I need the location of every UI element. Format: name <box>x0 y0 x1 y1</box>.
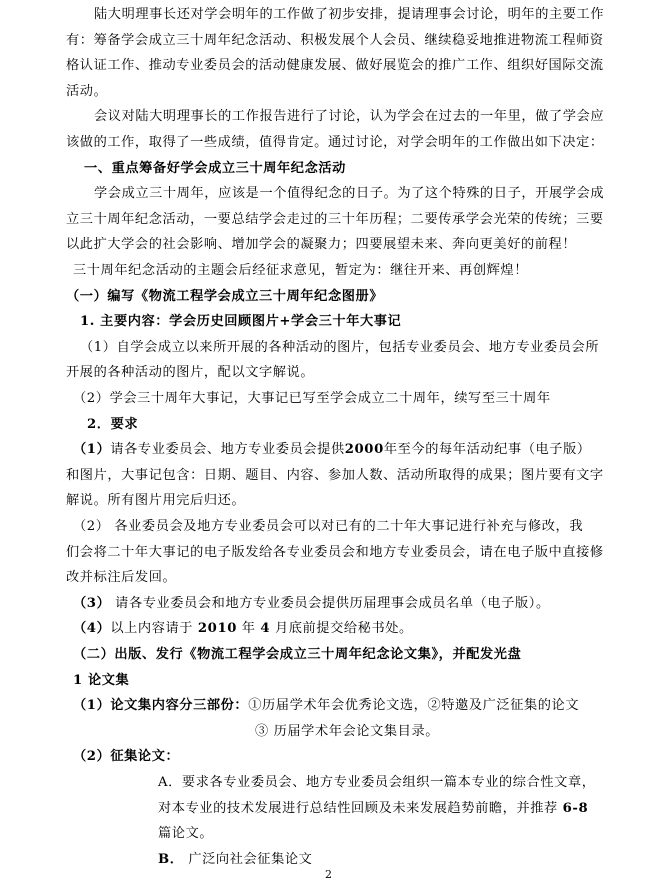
req-1-line-2: 和图片，大事记包含：日期、题目、内容、参加人数、活动所取得的成果；图片要有文字 <box>66 467 604 483</box>
req-1-text-a: 请各专业委员会、地方专业委员会提供 <box>110 442 345 458</box>
anniversary-line-3: 以此扩大学会的社会影响、增加学会的凝聚力；四要展望未来、奔向更美好的前程！ <box>66 237 577 253</box>
item-main-content: 1. 主要内容：学会历史回顾图片+学会三十年大事记 <box>80 314 402 330</box>
requirements-heading: 2．要求 <box>87 416 139 432</box>
papers-2-B-letter: B． <box>158 851 184 867</box>
req-4-year: 2010 <box>197 621 237 637</box>
req-2-line-1: （2） 各业委员会及地方专业委员会可以对已有的二十年大事记进行补充与修改，我 <box>73 519 584 534</box>
heading-section-1: 一、重点筹备好学会成立三十周年纪念活动 <box>84 160 346 176</box>
papers-2-A-count: 6-8 <box>562 800 589 816</box>
req-4-month: 4 <box>260 621 271 637</box>
intro-line-2: 有：筹备学会成立三十周年纪念活动、积极发展个人会员、继续稳妥地推进物流工程师资 <box>66 32 604 48</box>
req-3 <box>73 593 550 615</box>
papers-1-line-2: ③ 历届学术年会论文集目录。 <box>255 723 440 739</box>
req-4 <box>73 618 413 640</box>
req-1-line-1 <box>73 439 591 461</box>
anniversary-line-2: 立三十周年纪念活动，一要总结学会走过的三十年历程；二要传承学会光荣的传统；三要 <box>66 211 604 227</box>
discussion-line-2: 该做的工作，取得了一些成绩，值得肯定。通过讨论，对学会明年的工作做出如下决定： <box>66 135 604 150</box>
papers-1-text-a: ①历届学术年会优秀论文选，②特邀及广泛征集的论文 <box>248 698 580 714</box>
theme-paragraph: 三十周年纪念活动的主题会后经征求意见，暂定为：继往开来、再创辉煌！ <box>73 263 528 278</box>
papers-2-B-text: 广泛向社会征集论文 <box>183 851 313 867</box>
papers-1-label: （1）论文集内容分三部份： <box>73 698 249 714</box>
papers-heading: 1 论文集 <box>73 672 130 688</box>
sub-heading-album: （一）编写《物流工程学会成立三十周年纪念图册》 <box>66 288 384 304</box>
req-1-text-b: 年至今的每年活动纪事（电子版） <box>383 442 591 458</box>
item-1-1-line-1: （1）自学会成立以来所开展的各种活动的图片，包括专业委员会、地方专业委员会所 <box>80 339 600 355</box>
req-4-prefix: （4） <box>73 621 111 637</box>
req-2-line-3: 改并标注后发回。 <box>66 570 177 586</box>
intro-line-3: 格认证工作、推动专业委员会的活动健康发展、做好展览会的推广工作、组织好国际交流 <box>66 58 604 74</box>
sub-heading-papers: （二）出版、发行《物流工程学会成立三十周年纪念论文集》，并配发光盘 <box>73 647 522 662</box>
papers-2-A-line-1: A．要求各专业委员会、地方专业委员会组织一篇本专业的综合性文章， <box>158 775 596 790</box>
req-1-prefix: （1） <box>73 442 111 458</box>
req-4-text-b: 年 <box>237 621 261 637</box>
req-3-text: 请各专业委员会和地方专业委员会提供历届理事会成员名单（电子版）。 <box>110 595 550 611</box>
req-4-text-a: 以上内容请于 <box>110 621 198 637</box>
req-4-text-c: 月底前提交给秘书处。 <box>270 621 413 637</box>
discussion-line-1: 会议对陆大明理事长的工作报告进行了讨论，认为学会在过去的一年里，做了学会应 <box>94 109 605 125</box>
req-1-year: 2000 <box>344 442 384 458</box>
papers-2-label: （2）征集论文： <box>73 749 180 765</box>
req-3-prefix: （3） <box>73 595 111 611</box>
item-1-2: （2）学会三十周年大事记，大事记已写至学会成立二十周年，续写至三十周年 <box>73 391 551 406</box>
papers-2-A-text: 对本专业的技术发展进行总结性回顾及未来发展趋势前瞻，并推荐 <box>158 800 563 816</box>
req-1-line-3: 解说。所有图片用完后归还。 <box>66 493 246 509</box>
intro-line-4: 活动。 <box>66 83 108 99</box>
papers-2-A-line-2 <box>158 798 588 820</box>
item-1-1-line-2: 开展的各种活动的图片，配以文字解说。 <box>66 365 315 381</box>
req-2-line-2: 们会将二十年大事记的电子版发给各专业委员会和地方专业委员会，请在电子版中直接修 <box>66 544 604 560</box>
papers-1-line-1 <box>73 695 579 717</box>
intro-line-1: 陆大明理事长还对学会明年的工作做了初步安排，提请理事会讨论，明年的主要工作 <box>94 7 605 22</box>
page-number: 2 <box>325 868 332 881</box>
anniversary-line-1: 学会成立三十周年，应该是一个值得纪念的日子。为了这个特殊的日子，开展学会成 <box>94 186 605 202</box>
papers-2-A-line-3: 篇论文。 <box>158 826 214 842</box>
